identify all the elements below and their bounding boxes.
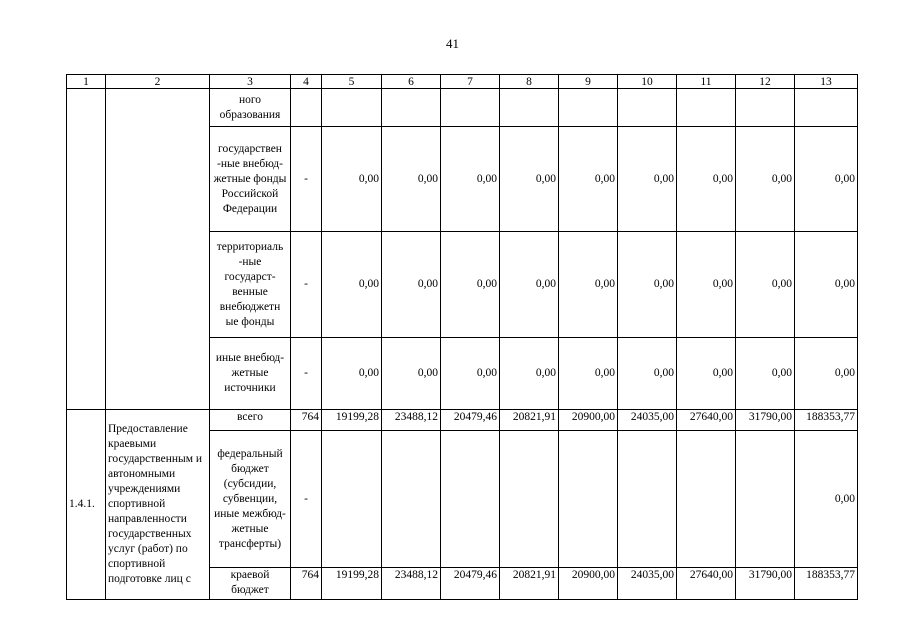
value-cell: 0,00 [736,338,795,410]
value-cell: 31790,00 [736,410,795,431]
column-header: 3 [210,75,291,89]
value-cell [322,431,382,568]
budget-code: - [291,338,322,410]
value-cell: 0,00 [736,232,795,338]
column-header: 8 [500,75,559,89]
value-cell [618,431,677,568]
empty-cell [618,89,677,127]
value-cell: 0,00 [736,127,795,232]
value-cell [382,431,441,568]
value-cell: 20821,91 [500,410,559,431]
value-cell: 24035,00 [618,568,677,600]
column-header: 2 [106,75,210,89]
value-cell: 0,00 [500,127,559,232]
value-cell: 0,00 [618,232,677,338]
value-cell: 0,00 [677,232,736,338]
value-cell: 0,00 [677,338,736,410]
value-cell: 0,00 [322,338,382,410]
value-cell: 23488,12 [382,410,441,431]
budget-table [66,74,858,600]
budget-code: 764 [291,410,322,431]
value-cell: 27640,00 [677,410,736,431]
value-cell: 0,00 [795,431,858,568]
funding-source: всего [210,410,291,431]
value-cell: 0,00 [322,127,382,232]
value-cell [441,431,500,568]
empty-cell [382,89,441,127]
value-cell: 0,00 [559,127,618,232]
empty-cell [795,89,858,127]
funding-source: краевой бюджет [210,568,291,600]
value-cell: 0,00 [441,127,500,232]
value-cell: 0,00 [618,127,677,232]
value-cell: 20479,46 [441,410,500,431]
page-number: 41 [446,36,459,51]
value-cell: 0,00 [795,127,858,232]
column-header: 9 [559,75,618,89]
funding-source: ного образования [210,89,291,127]
value-cell: 0,00 [382,232,441,338]
value-cell: 0,00 [677,127,736,232]
value-cell: 31790,00 [736,568,795,600]
value-cell [500,431,559,568]
value-cell: 0,00 [559,232,618,338]
value-cell [559,431,618,568]
value-cell: 20821,91 [500,568,559,600]
column-header: 13 [795,75,858,89]
empty-cell [559,89,618,127]
value-cell: 188353,77 [795,568,858,600]
value-cell: 0,00 [441,232,500,338]
column-header: 7 [441,75,500,89]
column-header: 11 [677,75,736,89]
empty-cell [736,89,795,127]
empty-cell [322,89,382,127]
value-cell: 188353,77 [795,410,858,431]
empty-cell [677,89,736,127]
value-cell: 0,00 [382,338,441,410]
empty-cell [291,89,322,127]
funding-source: территориаль -ные государст-венные внебюджетн ые фонды [210,232,291,338]
value-cell: 23488,12 [382,568,441,600]
funding-source: федеральный бюджет (субсидии, субвенции, иные межбюд-жетные трансферты) [210,431,291,568]
activity-name: Предоставление краевыми государственным и автономными учреждениями спортивной направленности государственных услуг (работ) по спортивной подготовке лиц с [106,410,210,600]
value-cell: 0,00 [441,338,500,410]
budget-code: - [291,127,322,232]
value-cell: 0,00 [500,232,559,338]
value-cell: 0,00 [795,338,858,410]
column-header: 12 [736,75,795,89]
activity-number: 1.4.1. [67,410,106,600]
column-header: 1 [67,75,106,89]
value-cell: 19199,28 [322,410,382,431]
empty-cell [500,89,559,127]
funding-source: государствен -ные внебюд-жетные фонды Российской Федерации [210,127,291,232]
value-cell: 0,00 [322,232,382,338]
value-cell: 0,00 [559,338,618,410]
column-number-row [67,75,858,89]
value-cell: 0,00 [382,127,441,232]
value-cell: 0,00 [795,232,858,338]
value-cell: 0,00 [500,338,559,410]
empty-cell [441,89,500,127]
table-row [67,410,858,431]
budget-code: - [291,431,322,568]
value-cell: 20900,00 [559,410,618,431]
column-header: 6 [382,75,441,89]
value-cell [677,431,736,568]
value-cell: 27640,00 [677,568,736,600]
value-cell: 0,00 [618,338,677,410]
funding-source: иные внебюд-жетные источники [210,338,291,410]
column-header: 4 [291,75,322,89]
value-cell: 20479,46 [441,568,500,600]
value-cell: 24035,00 [618,410,677,431]
budget-code: 764 [291,568,322,600]
budget-code: - [291,232,322,338]
empty-cell [67,89,106,410]
column-header: 10 [618,75,677,89]
empty-cell [106,89,210,410]
table-row [67,89,858,127]
column-header: 5 [322,75,382,89]
value-cell: 20900,00 [559,568,618,600]
value-cell [736,431,795,568]
value-cell: 19199,28 [322,568,382,600]
